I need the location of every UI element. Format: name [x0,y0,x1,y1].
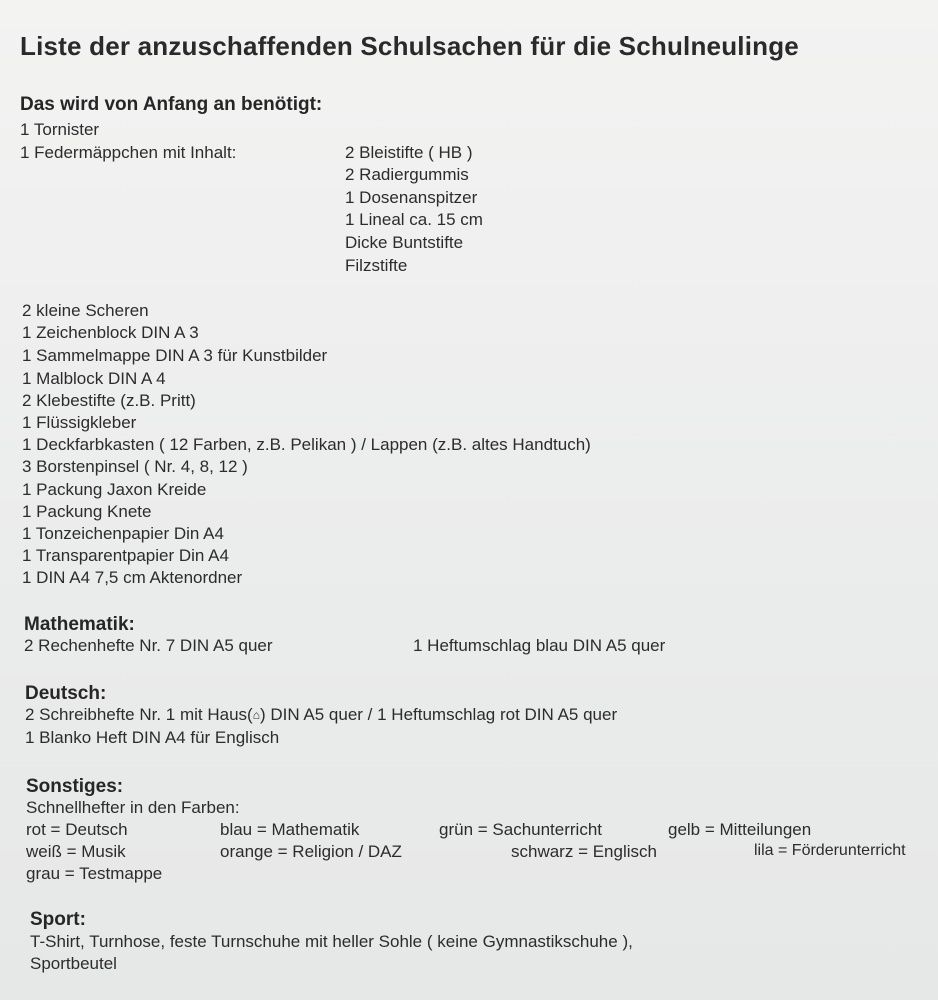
list-item: 1 Packung Jaxon Kreide [22,480,207,499]
color-entry: gelb = Mitteilungen [668,820,812,839]
list-item: 1 Packung Knete [22,502,152,521]
list-item: 1 Tonzeichenpapier Din A4 [22,524,224,543]
section-heading-deutsch: Deutsch: [25,683,107,704]
deutsch-line-1-after: ) DIN A5 quer / 1 Heftumschlag rot DIN A5 quer [259,705,618,724]
federmappe-item: Filzstifte [345,256,408,275]
deutsch-line-1-before: 2 Schreibhefte Nr. 1 mit Haus( [25,705,253,724]
list-item: 2 kleine Scheren [22,301,149,320]
deutsch-line-2: 1 Blanko Heft DIN A4 für Englisch [25,728,280,747]
list-item: 1 Flüssigkleber [22,413,137,432]
mathematik-right: 1 Heftumschlag blau DIN A5 quer [413,636,666,655]
color-entry: grün = Sachunterricht [439,820,603,839]
page-title: Liste der anzuschaffenden Schulsachen für die Schulneulinge [20,31,799,61]
list-item: 1 Malblock DIN A 4 [22,369,166,388]
color-entry: rot = Deutsch [26,820,128,839]
list-item: 1 Transparentpapier Din A4 [22,546,229,565]
color-entry: blau = Mathematik [220,820,360,839]
mathematik-left: 2 Rechenhefte Nr. 7 DIN A5 quer [24,636,273,655]
section-heading-start: Das wird von Anfang an benötigt: [20,94,323,115]
color-entry: weiß = Musik [26,842,126,861]
federmappe-item: 1 Dosenanspitzer [345,188,478,207]
list-item: 1 DIN A4 7,5 cm Aktenordner [22,568,243,587]
sonstiges-intro: Schnellhefter in den Farben: [26,798,240,817]
list-item-federmappe: 1 Federmäppchen mit Inhalt: [20,143,237,162]
section-heading-sonstiges: Sonstiges: [26,776,124,797]
color-entry: grau = Testmappe [26,864,163,883]
list-item: 1 Sammelmappe DIN A 3 für Kunstbilder [22,346,328,365]
federmappe-item: 2 Radiergummis [345,165,469,184]
section-heading-sport: Sport: [30,909,86,930]
deutsch-line-1 [25,705,617,725]
federmappe-item: Dicke Buntstifte [345,233,464,252]
list-item: 1 Deckfarbkasten ( 12 Farben, z.B. Pelikan ) / Lappen (z.B. altes Handtuch) [22,435,591,454]
section-heading-mathematik: Mathematik: [24,614,135,635]
federmappe-item: 1 Lineal ca. 15 cm [345,210,483,229]
sport-line-1: T-Shirt, Turnhose, feste Turnschuhe mit heller Sohle ( keine Gymnastikschuhe ), [30,932,633,951]
federmappe-item: 2 Bleistifte ( HB ) [345,143,473,162]
color-entry: lila = Förderunterricht [754,842,906,859]
list-item: 1 Zeichenblock DIN A 3 [22,323,199,342]
color-entry: orange = Religion / DAZ [220,842,402,861]
list-item: 2 Klebestifte (z.B. Pritt) [22,391,196,410]
list-item: 3 Borstenpinsel ( Nr. 4, 8, 12 ) [22,457,248,476]
house-icon: ⌂ [252,708,260,722]
sport-line-2: Sportbeutel [30,954,117,973]
list-item-tornister: 1 Tornister [20,120,100,139]
color-entry: schwarz = Englisch [511,842,657,861]
